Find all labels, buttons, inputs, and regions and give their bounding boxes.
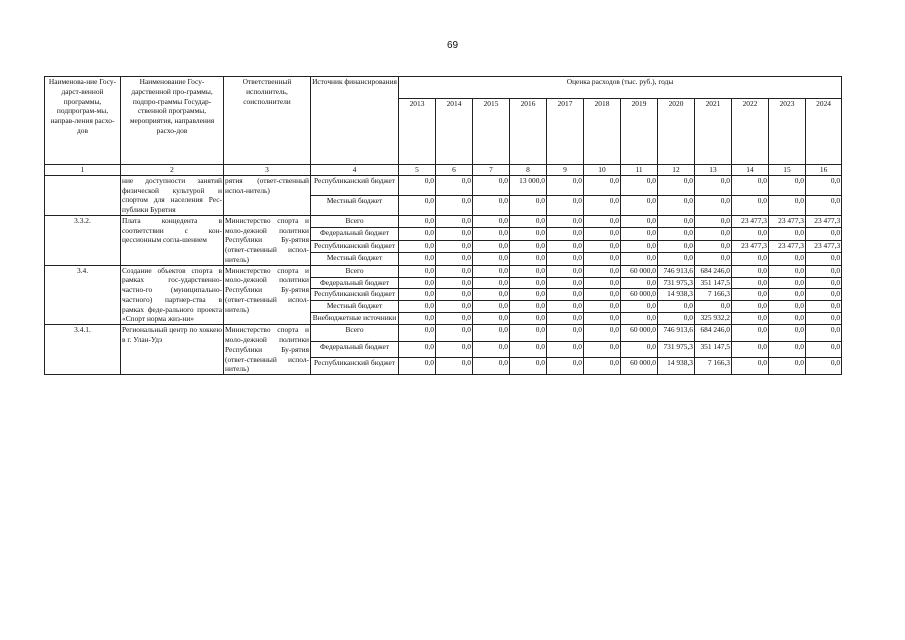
row-funding-source: Внебюджетные источники [311,313,399,325]
column-number: 12 [658,165,695,176]
column-number: 8 [510,165,547,176]
row-value: 0,0 [436,215,473,227]
row-value: 0,0 [695,228,732,240]
row-value: 0,0 [769,195,806,215]
row-funding-source: Республиканский бюджет [311,175,399,195]
row-value: 0,0 [399,215,436,227]
row-value: 0,0 [547,289,584,301]
row-value: 0,0 [695,301,732,313]
row-value: 0,0 [621,175,658,195]
header-year: 2023 [769,99,806,165]
row-value: 0,0 [584,265,621,277]
row-value: 0,0 [547,195,584,215]
column-number: 11 [621,165,658,176]
column-number: 2 [121,165,224,176]
row-value: 0,0 [584,289,621,301]
column-number: 1 [45,165,121,176]
column-number: 13 [695,165,732,176]
row-value: 0,0 [732,341,769,358]
row-value: 0,0 [436,265,473,277]
row-value: 0,0 [473,215,510,227]
header-activity-name: Наименование Госу-дарственной про-граммы, подпро-граммы Государ-ственной программы, мероприятия, направления расхо-дов [121,77,224,165]
row-value: 0,0 [399,358,436,375]
row-value: 0,0 [399,325,436,342]
row-code: 3.3.2. [45,215,121,265]
row-value: 0,0 [769,313,806,325]
column-number: 5 [399,165,436,176]
row-value: 0,0 [806,195,842,215]
row-value: 0,0 [769,358,806,375]
row-value: 0,0 [732,301,769,313]
row-funding-source: Федеральный бюджет [311,228,399,240]
header-expense-estimate: Оценка расходов (тыс. руб.), годы [399,77,842,99]
row-value: 0,0 [510,277,547,289]
row-value: 14 938,3 [658,358,695,375]
row-value: 0,0 [769,265,806,277]
row-value: 0,0 [547,325,584,342]
row-value: 0,0 [695,175,732,195]
table-row [45,325,842,342]
row-executor: Министерство спорта и моло-дежной политики Республики Бу-рятия (ответ-ственный испол-нитель) [225,215,309,264]
row-value: 0,0 [510,358,547,375]
header-executor: Ответственный исполнитель, соисполнители [224,77,311,165]
row-value: 23 477,3 [806,240,842,252]
header-year: 2024 [806,99,842,165]
row-value: 351 147,5 [695,277,732,289]
row-value: 684 246,0 [695,265,732,277]
row-value: 60 000,0 [621,289,658,301]
header-year: 2021 [695,99,732,165]
row-value: 0,0 [510,195,547,215]
row-funding-source: Местный бюджет [311,301,399,313]
row-value: 0,0 [658,215,695,227]
row-value: 0,0 [621,253,658,265]
header-year: 2022 [732,99,769,165]
table-row [45,215,842,227]
row-value: 0,0 [658,175,695,195]
row-value: 0,0 [473,195,510,215]
row-value: 14 938,3 [658,289,695,301]
row-value: 0,0 [769,253,806,265]
row-executor: рятия (ответ-ственный испол-нитель) [224,175,311,215]
row-value: 0,0 [658,240,695,252]
row-value: 0,0 [510,253,547,265]
row-value: 731 975,3 [658,341,695,358]
row-value: 0,0 [732,358,769,375]
header-year: 2015 [473,99,510,165]
row-value: 0,0 [473,289,510,301]
row-value: 684 246,0 [695,325,732,342]
column-number: 14 [732,165,769,176]
row-value: 0,0 [473,253,510,265]
row-value: 0,0 [510,313,547,325]
expenditure-table [44,76,842,375]
row-value: 0,0 [806,228,842,240]
row-value: 0,0 [584,358,621,375]
row-value: 0,0 [584,195,621,215]
row-value: 7 166,3 [695,358,732,375]
row-value: 0,0 [547,253,584,265]
row-value: 0,0 [399,277,436,289]
row-value: 0,0 [584,175,621,195]
row-executor: Министерство спорта и моло-дежной политики Республики Бу-рятия (ответ-ственный испол-нитель) [224,265,311,325]
row-value: 0,0 [732,325,769,342]
row-value: 0,0 [769,277,806,289]
row-value: 0,0 [695,195,732,215]
row-value: 0,0 [732,228,769,240]
row-value: 0,0 [399,341,436,358]
row-value: 23 477,3 [732,215,769,227]
row-value: 60 000,0 [621,265,658,277]
row-value: 0,0 [399,253,436,265]
header-year: 2014 [436,99,473,165]
row-value: 0,0 [547,341,584,358]
row-value: 351 147,5 [695,341,732,358]
row-value: 0,0 [732,277,769,289]
row-value: 0,0 [399,228,436,240]
row-value: 0,0 [621,240,658,252]
row-value: 0,0 [806,175,842,195]
row-value: 0,0 [399,313,436,325]
row-value: 0,0 [732,195,769,215]
row-funding-source: Местный бюджет [311,195,399,215]
row-value: 0,0 [658,253,695,265]
row-value: 0,0 [806,313,842,325]
row-value: 0,0 [621,341,658,358]
row-value: 0,0 [436,313,473,325]
row-value: 0,0 [436,228,473,240]
row-value: 0,0 [399,289,436,301]
row-value: 0,0 [510,265,547,277]
column-number: 15 [769,165,806,176]
row-funding-source: Всего [311,325,399,342]
row-value: 0,0 [658,195,695,215]
row-value: 0,0 [584,301,621,313]
row-value: 0,0 [510,240,547,252]
row-value: 0,0 [399,240,436,252]
row-value: 0,0 [658,313,695,325]
row-value: 0,0 [547,358,584,375]
row-value: 0,0 [436,240,473,252]
row-funding-source: Местный бюджет [311,253,399,265]
header-year: 2019 [621,99,658,165]
row-value: 0,0 [621,277,658,289]
row-value: 0,0 [621,195,658,215]
row-value: 0,0 [806,358,842,375]
row-value: 0,0 [547,240,584,252]
row-value: 0,0 [436,358,473,375]
row-activity-name: Региональный центр по хоккею в г. Улан-Удэ [121,325,224,375]
row-value: 0,0 [510,341,547,358]
row-code [45,175,121,215]
row-value: 0,0 [806,341,842,358]
row-value: 0,0 [473,228,510,240]
row-activity-name: ние доступности занятий физической культурой и спортом для населения Рес-публики Бурятия [122,175,222,215]
row-value: 0,0 [547,175,584,195]
row-value: 0,0 [473,265,510,277]
row-value: 0,0 [436,341,473,358]
row-value: 0,0 [806,301,842,313]
row-executor: Министерство спорта и моло-дежной политики Республики Бу-рятия (ответ-ственный испол-нитель) [225,325,309,374]
row-value: 0,0 [399,175,436,195]
row-value: 0,0 [436,277,473,289]
row-value: 0,0 [621,215,658,227]
row-value: 7 166,3 [695,289,732,301]
row-value: 0,0 [473,358,510,375]
row-value: 0,0 [547,301,584,313]
row-value: 0,0 [806,277,842,289]
row-funding-source: Всего [311,215,399,227]
row-value: 0,0 [547,228,584,240]
row-value: 0,0 [806,253,842,265]
header-funding-source: Источник финансирования [311,77,399,165]
row-value: 0,0 [769,175,806,195]
row-value: 60 000,0 [621,358,658,375]
row-value: 0,0 [584,228,621,240]
column-number: 10 [584,165,621,176]
table-row [45,175,842,195]
row-value: 0,0 [584,325,621,342]
row-value: 0,0 [436,325,473,342]
row-value: 0,0 [436,253,473,265]
row-value: 0,0 [732,313,769,325]
row-value: 23 477,3 [806,215,842,227]
row-value: 0,0 [695,215,732,227]
row-value: 0,0 [695,253,732,265]
row-value: 0,0 [584,253,621,265]
page-number: 69 [446,40,459,51]
row-funding-source: Всего [311,265,399,277]
row-value: 0,0 [547,277,584,289]
header-year: 2017 [547,99,584,165]
row-funding-source: Федеральный бюджет [311,341,399,358]
row-value: 0,0 [473,341,510,358]
column-number: 9 [547,165,584,176]
row-value: 0,0 [732,289,769,301]
row-value: 0,0 [547,265,584,277]
column-number: 7 [473,165,510,176]
row-value: 0,0 [473,301,510,313]
row-code: 3.4. [45,265,121,325]
header-year: 2013 [399,99,436,165]
row-value: 0,0 [399,301,436,313]
row-funding-source: Республиканский бюджет [311,289,399,301]
row-value: 0,0 [436,175,473,195]
row-value: 0,0 [510,228,547,240]
row-value: 0,0 [473,325,510,342]
row-value: 0,0 [399,195,436,215]
header-year: 2018 [584,99,621,165]
row-value: 0,0 [658,228,695,240]
row-value: 0,0 [584,240,621,252]
row-activity-name: Плата концедента в соответствии с кон-цессионным согла-шением [121,215,224,265]
row-value: 23 477,3 [769,240,806,252]
row-funding-source: Федеральный бюджет [311,277,399,289]
row-value: 0,0 [621,301,658,313]
row-value: 0,0 [473,240,510,252]
row-value: 0,0 [769,301,806,313]
row-value: 0,0 [806,289,842,301]
row-value: 0,0 [510,215,547,227]
row-value: 0,0 [436,195,473,215]
header-program-name: Наименова-ние Госу-дарст-венной программы, подпрограм-мы, направ-ления расхо-дов [45,77,121,165]
row-value: 23 477,3 [732,240,769,252]
row-value: 0,0 [399,265,436,277]
column-number: 3 [224,165,311,176]
row-value: 0,0 [584,277,621,289]
row-value: 0,0 [473,277,510,289]
row-funding-source: Республиканский бюджет [311,358,399,375]
row-value: 0,0 [436,289,473,301]
row-value: 746 913,6 [658,265,695,277]
row-value: 0,0 [547,215,584,227]
column-number: 6 [436,165,473,176]
row-value: 0,0 [621,228,658,240]
header-year: 2020 [658,99,695,165]
row-value: 0,0 [510,325,547,342]
row-funding-source: Республиканский бюджет [311,240,399,252]
row-value: 0,0 [510,289,547,301]
row-value: 0,0 [658,301,695,313]
row-value: 0,0 [769,289,806,301]
row-value: 0,0 [584,313,621,325]
column-number: 4 [311,165,399,176]
row-value: 0,0 [547,313,584,325]
row-value: 0,0 [769,325,806,342]
row-value: 13 000,0 [510,175,547,195]
row-value: 0,0 [732,253,769,265]
header-year: 2016 [510,99,547,165]
row-value: 0,0 [584,215,621,227]
row-value: 0,0 [621,313,658,325]
column-number: 16 [806,165,842,176]
row-value: 0,0 [436,301,473,313]
row-activity-name: Создание объектов спорта в рамках гос-ударственно- частно-го (муниципально-частного) партнер-ства в рамках феде-рального проекта «Спорт норма жиз-ни» [122,265,222,324]
row-value: 0,0 [584,341,621,358]
row-value: 731 975,3 [658,277,695,289]
row-value: 325 932,2 [695,313,732,325]
row-value: 60 000,0 [621,325,658,342]
row-code: 3.4.1. [45,325,121,375]
row-value: 0,0 [732,175,769,195]
row-value: 0,0 [473,175,510,195]
row-value: 0,0 [806,325,842,342]
row-value: 23 477,3 [769,215,806,227]
row-value: 0,0 [769,228,806,240]
row-value: 0,0 [695,240,732,252]
row-value: 0,0 [732,265,769,277]
row-value: 0,0 [769,341,806,358]
row-value: 0,0 [473,313,510,325]
row-value: 0,0 [510,301,547,313]
table-row [45,265,842,277]
row-value: 0,0 [806,265,842,277]
row-value: 746 913,6 [658,325,695,342]
